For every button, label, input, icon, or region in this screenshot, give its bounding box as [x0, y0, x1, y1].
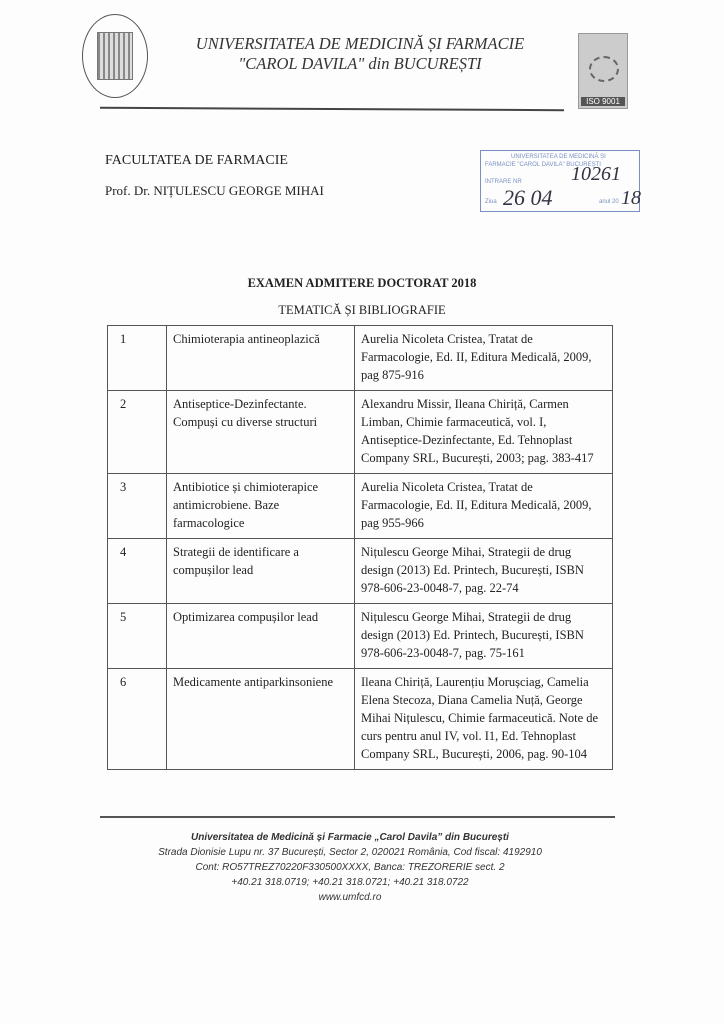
faculty-name: FACULTATEA DE FARMACIE — [105, 153, 288, 168]
footer-university: Universitatea de Medicină și Farmacie „Carol Davila” din București — [191, 832, 509, 843]
university-seal-logo — [82, 14, 148, 98]
row-bibliography: Alexandru Missir, Ileana Chiriță, Carmen Limban, Chimie farmaceutică, vol. I, Antiseptice-Dezinfectante, Ed. Tehnoplast Company SRL, București, 2003; pag. 383-417 — [355, 391, 613, 474]
row-bibliography: Aurelia Nicoleta Cristea, Tratat de Farmacologie, Ed. II, Editura Medicală, 2009, pag 955-966 — [355, 474, 613, 539]
table-row — [108, 539, 613, 604]
footer-account: Cont: RO57TREZ70220F330500XXXX, Banca: TREZORERIE sect. 2 — [195, 862, 505, 873]
footer-address: Strada Dionisie Lupu nr. 37 București, Sector 2, 020021 România, Cod fiscal: 4192910 — [158, 847, 542, 858]
footer-phones: +40.21 318.0719; +40.21 318.0721; +40.21 318.0722 — [231, 877, 469, 888]
row-number: 6 — [108, 669, 167, 770]
registration-stamp — [480, 150, 640, 212]
row-number: 2 — [108, 391, 167, 474]
stamp-date: 26 04 — [503, 185, 553, 210]
table-row — [108, 669, 613, 770]
iso-label: ISO 9001 — [581, 97, 625, 106]
row-number: 5 — [108, 604, 167, 669]
footer — [100, 830, 600, 905]
document-title: EXAMEN ADMITERE DOCTORAT 2018 — [247, 276, 477, 290]
table-row — [108, 604, 613, 669]
stamp-anul-label: anul 20 — [599, 199, 619, 205]
professor-name: Prof. Dr. NIȚULESCU GEORGE MIHAI — [105, 183, 324, 198]
header-divider — [100, 107, 564, 111]
iso-certification-logo — [578, 33, 628, 109]
footer-divider — [100, 816, 615, 818]
row-bibliography: Ileana Chiriță, Laurențiu Morușciag, Camelia Elena Stecoza, Diana Camelia Nuță, George Mihai Nițulescu, Chimie farmaceutică. Note de curs pentru anul IV, vol. I1, Ed. Tehnoplast Company SRL, București, 2006, pag. 90-104 — [355, 669, 613, 770]
stamp-line-2: FARMACIE "CAROL DAVILA" BUCUREȘTI — [485, 162, 601, 168]
stamp-ziua-label: Ziua — [485, 199, 497, 205]
university-name — [180, 34, 540, 74]
row-topic: Medicamente antiparkinsoniene — [167, 669, 355, 770]
row-number: 4 — [108, 539, 167, 604]
row-topic: Optimizarea compușilor lead — [167, 604, 355, 669]
row-bibliography: Nițulescu George Mihai, Strategii de drug design (2013) Ed. Printech, București, ISBN 978-606-23-0048-7, pag. 22-74 — [355, 539, 613, 604]
row-topic: Strategii de identificare a compușilor lead — [167, 539, 355, 604]
stamp-year: 18 — [621, 187, 641, 209]
row-topic: Antibiotice și chimioterapice antimicrobiene. Baze farmacologice — [167, 474, 355, 539]
university-line-2: "CAROL DAVILA" din BUCUREȘTI — [238, 54, 482, 73]
row-bibliography: Nițulescu George Mihai, Strategii de drug design (2013) Ed. Printech, București, ISBN 978-606-23-0048-7, pag. 75-161 — [355, 604, 613, 669]
row-bibliography: Aurelia Nicoleta Cristea, Tratat de Farmacologie, Ed. II, Editura Medicală, 2009, pag 875-916 — [355, 326, 613, 391]
stamp-line-1: UNIVERSITATEA DE MEDICINĂ ȘI — [511, 154, 606, 160]
university-line-1: UNIVERSITATEA DE MEDICINĂ ȘI FARMACIE — [195, 34, 525, 53]
row-number: 3 — [108, 474, 167, 539]
document-subtitle: TEMATICĂ ȘI BIBLIOGRAFIE — [278, 303, 446, 317]
row-number: 1 — [108, 326, 167, 391]
row-topic: Antiseptice-Dezinfectante. Compuși cu diverse structuri — [167, 391, 355, 474]
row-topic: Chimioterapia antineoplazică — [167, 326, 355, 391]
table-row — [108, 391, 613, 474]
stamp-number: 10261 — [571, 163, 621, 185]
bibliography-table — [107, 325, 613, 770]
table-row — [108, 326, 613, 391]
footer-website: www.umfcd.ro — [318, 892, 382, 903]
stamp-intrare-label: INTRARE NR — [485, 179, 522, 185]
table-row — [108, 474, 613, 539]
